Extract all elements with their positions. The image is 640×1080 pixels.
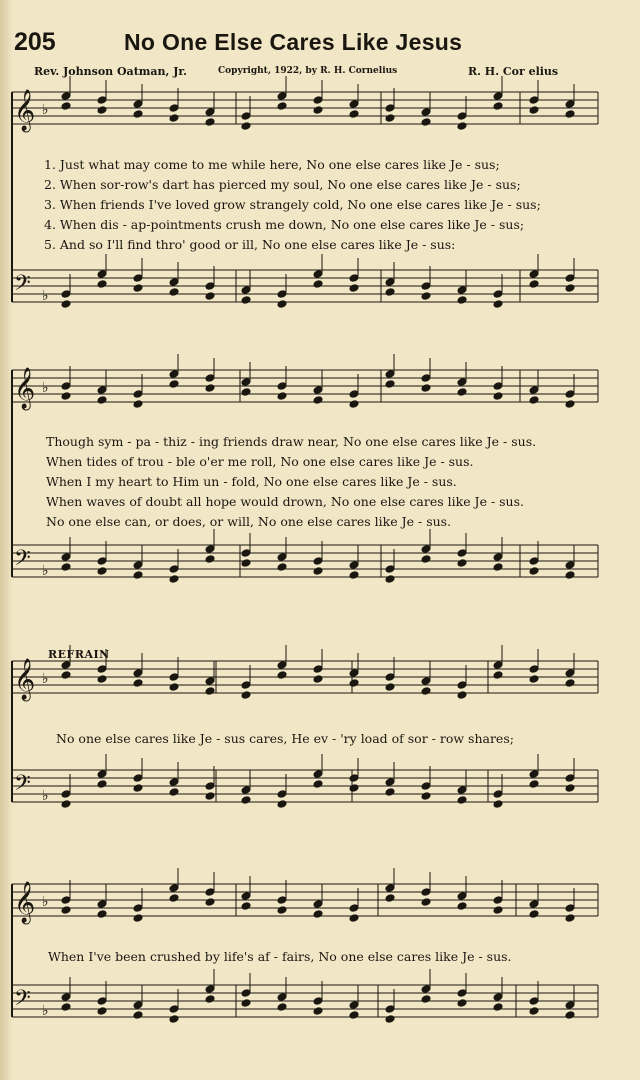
notehead xyxy=(457,691,467,700)
notehead xyxy=(421,555,431,564)
notehead xyxy=(205,677,215,686)
notehead xyxy=(457,122,467,131)
hymn-number: 205 xyxy=(14,28,56,56)
notehead xyxy=(97,567,107,576)
notehead xyxy=(241,999,251,1008)
notehead xyxy=(97,280,107,289)
notehead xyxy=(277,382,287,391)
lyricist-credit: Rev. Johnson Oatman, Jr. xyxy=(34,65,188,78)
notehead xyxy=(277,392,287,401)
notehead xyxy=(529,910,539,919)
notehead xyxy=(385,778,395,787)
flat-key-signature-icon: ♭ xyxy=(42,894,49,910)
notehead xyxy=(97,780,107,789)
notehead xyxy=(97,96,107,105)
notehead xyxy=(61,300,71,309)
notehead xyxy=(529,675,539,684)
notehead xyxy=(241,892,251,901)
notehead xyxy=(61,392,71,401)
notehead xyxy=(349,679,359,688)
notehead xyxy=(421,687,431,696)
notehead xyxy=(205,545,215,554)
notehead xyxy=(493,896,503,905)
notehead xyxy=(313,270,323,279)
notehead xyxy=(313,675,323,684)
notehead xyxy=(313,567,323,576)
notehead xyxy=(349,904,359,913)
notehead xyxy=(97,396,107,405)
notehead xyxy=(493,382,503,391)
notehead xyxy=(385,278,395,287)
notehead xyxy=(565,274,575,283)
notehead xyxy=(169,565,179,574)
notehead xyxy=(349,400,359,409)
flat-key-signature-icon: ♭ xyxy=(42,671,49,687)
notehead xyxy=(565,669,575,678)
notehead xyxy=(421,108,431,117)
notehead xyxy=(205,985,215,994)
notehead xyxy=(241,112,251,121)
notehead xyxy=(133,284,143,293)
notehead xyxy=(313,665,323,674)
notehead xyxy=(421,374,431,383)
notehead xyxy=(313,1007,323,1016)
notehead xyxy=(241,796,251,805)
notehead xyxy=(61,906,71,915)
notehead xyxy=(385,565,395,574)
notehead xyxy=(529,557,539,566)
notehead xyxy=(205,292,215,301)
notehead xyxy=(529,665,539,674)
notehead xyxy=(421,545,431,554)
notehead xyxy=(277,790,287,799)
notehead xyxy=(169,673,179,682)
notehead xyxy=(169,788,179,797)
notehead xyxy=(133,100,143,109)
notehead xyxy=(529,997,539,1006)
notehead xyxy=(169,288,179,297)
notehead xyxy=(385,683,395,692)
notehead xyxy=(421,898,431,907)
copyright-notice: Copyright, 1922, by R. H. Cornelius xyxy=(218,66,398,76)
notehead xyxy=(61,1003,71,1012)
notehead xyxy=(565,100,575,109)
notehead xyxy=(529,567,539,576)
notehead xyxy=(61,102,71,111)
verse-4-line-b: When waves of doubt all hope would drown, No one else cares like Je - sus. xyxy=(46,494,524,509)
notehead xyxy=(313,386,323,395)
notehead xyxy=(169,1005,179,1014)
notehead xyxy=(313,280,323,289)
notehead xyxy=(421,995,431,1004)
notehead xyxy=(97,900,107,909)
notehead xyxy=(313,96,323,105)
notehead xyxy=(493,790,503,799)
notehead xyxy=(313,900,323,909)
notehead xyxy=(457,999,467,1008)
flat-key-signature-icon: ♭ xyxy=(42,380,49,396)
notehead xyxy=(277,661,287,670)
treble-clef-icon: 𝄞 xyxy=(14,90,36,131)
notehead xyxy=(529,106,539,115)
notehead xyxy=(565,390,575,399)
flat-key-signature-icon: ♭ xyxy=(42,288,49,304)
notehead xyxy=(565,784,575,793)
notehead xyxy=(385,104,395,113)
notehead xyxy=(97,997,107,1006)
notehead xyxy=(169,683,179,692)
notehead xyxy=(277,896,287,905)
notehead xyxy=(169,1015,179,1024)
notehead xyxy=(385,884,395,893)
notehead xyxy=(241,296,251,305)
notehead xyxy=(457,989,467,998)
notehead xyxy=(133,561,143,570)
notehead xyxy=(385,114,395,123)
notehead xyxy=(61,800,71,809)
flat-key-signature-icon: ♭ xyxy=(42,102,49,118)
notehead xyxy=(277,563,287,572)
notehead xyxy=(349,561,359,570)
notehead xyxy=(169,104,179,113)
notehead xyxy=(493,800,503,809)
notehead xyxy=(313,770,323,779)
notehead xyxy=(313,997,323,1006)
notehead xyxy=(205,374,215,383)
notehead xyxy=(493,290,503,299)
notehead xyxy=(349,784,359,793)
notehead xyxy=(529,386,539,395)
notehead xyxy=(205,995,215,1004)
notehead xyxy=(277,300,287,309)
notehead xyxy=(421,677,431,686)
notehead xyxy=(349,390,359,399)
notehead xyxy=(457,378,467,387)
notehead xyxy=(133,784,143,793)
notehead xyxy=(529,1007,539,1016)
notehead xyxy=(421,792,431,801)
notehead xyxy=(385,288,395,297)
notehead xyxy=(133,774,143,783)
notehead xyxy=(205,384,215,393)
notehead xyxy=(277,993,287,1002)
notehead xyxy=(457,559,467,568)
notehead xyxy=(205,898,215,907)
notehead xyxy=(529,780,539,789)
verse-1-line-a: 1. Just what may come to me while here, No one else cares like Je - sus; xyxy=(44,157,500,172)
notehead xyxy=(493,671,503,680)
notehead xyxy=(349,110,359,119)
notehead xyxy=(529,900,539,909)
notehead xyxy=(457,786,467,795)
notehead xyxy=(205,792,215,801)
notehead xyxy=(529,396,539,405)
notehead xyxy=(529,96,539,105)
notehead xyxy=(565,571,575,580)
hymn-title: No One Else Cares Like Jesus xyxy=(124,29,463,55)
notehead xyxy=(241,549,251,558)
notehead xyxy=(169,370,179,379)
notehead xyxy=(457,549,467,558)
notehead xyxy=(385,788,395,797)
notehead xyxy=(277,906,287,915)
notehead xyxy=(385,575,395,584)
notehead xyxy=(493,1003,503,1012)
notehead xyxy=(313,780,323,789)
verse-5-line-b: No one else can, or does, or will, No one else cares like Je - sus. xyxy=(46,514,452,529)
notehead xyxy=(241,388,251,397)
notehead xyxy=(421,292,431,301)
notehead xyxy=(565,400,575,409)
notehead xyxy=(205,555,215,564)
notehead xyxy=(133,274,143,283)
notehead xyxy=(205,118,215,127)
notehead xyxy=(61,671,71,680)
notehead xyxy=(313,557,323,566)
notehead xyxy=(421,118,431,127)
bass-clef-icon: 𝄢 xyxy=(14,271,31,301)
notehead xyxy=(457,902,467,911)
notehead xyxy=(493,906,503,915)
notehead xyxy=(349,274,359,283)
notehead xyxy=(61,553,71,562)
notehead xyxy=(349,774,359,783)
notehead xyxy=(385,380,395,389)
notehead xyxy=(277,290,287,299)
notehead xyxy=(61,896,71,905)
flat-key-signature-icon: ♭ xyxy=(42,1003,49,1019)
notehead xyxy=(421,985,431,994)
notehead xyxy=(277,671,287,680)
notehead xyxy=(61,290,71,299)
notehead xyxy=(133,669,143,678)
verse-4-line-a: 4. When dis - ap-pointments crush me down, No one else cares like Je - sus; xyxy=(44,217,525,232)
notehead xyxy=(169,575,179,584)
notehead xyxy=(421,384,431,393)
notehead xyxy=(241,989,251,998)
notehead xyxy=(277,553,287,562)
notehead xyxy=(133,390,143,399)
notehead xyxy=(421,282,431,291)
notehead xyxy=(385,673,395,682)
notehead xyxy=(385,894,395,903)
notehead xyxy=(277,800,287,809)
notehead xyxy=(385,1005,395,1014)
notehead xyxy=(457,796,467,805)
notehead xyxy=(133,1001,143,1010)
notehead xyxy=(493,92,503,101)
notehead xyxy=(205,888,215,897)
notehead xyxy=(241,902,251,911)
notehead xyxy=(493,392,503,401)
notehead xyxy=(349,1001,359,1010)
notehead xyxy=(133,110,143,119)
notehead xyxy=(313,396,323,405)
notehead xyxy=(133,904,143,913)
notehead xyxy=(97,106,107,115)
notehead xyxy=(97,386,107,395)
notehead xyxy=(529,270,539,279)
notehead xyxy=(565,904,575,913)
notehead xyxy=(169,114,179,123)
notehead xyxy=(529,770,539,779)
notehead xyxy=(565,1011,575,1020)
notehead xyxy=(133,1011,143,1020)
notehead xyxy=(457,681,467,690)
notehead xyxy=(457,296,467,305)
notehead xyxy=(61,563,71,572)
notehead xyxy=(565,1001,575,1010)
treble-clef-icon: 𝄞 xyxy=(14,368,36,409)
notehead xyxy=(169,778,179,787)
notehead xyxy=(385,370,395,379)
notehead xyxy=(565,110,575,119)
treble-clef-icon: 𝄞 xyxy=(14,659,36,700)
notehead xyxy=(133,400,143,409)
notehead xyxy=(97,665,107,674)
notehead xyxy=(565,774,575,783)
verse-2-line-b: When tides of trou - ble o'er me roll, No one else cares like Je - sus. xyxy=(46,454,474,469)
notehead xyxy=(349,100,359,109)
bass-clef-icon: 𝄢 xyxy=(14,771,31,801)
refrain-line-1: No one else cares like Je - sus cares, He ev - 'ry load of sor - row shares; xyxy=(56,731,514,746)
bass-clef-icon: 𝄢 xyxy=(14,986,31,1016)
notehead xyxy=(241,681,251,690)
notehead xyxy=(277,1003,287,1012)
notehead xyxy=(61,661,71,670)
notehead xyxy=(61,382,71,391)
notehead xyxy=(241,786,251,795)
notehead xyxy=(97,770,107,779)
notehead xyxy=(205,687,215,696)
notehead xyxy=(565,679,575,688)
refrain-label: REFRAIN xyxy=(48,648,110,661)
notehead xyxy=(313,106,323,115)
notehead xyxy=(97,557,107,566)
notehead xyxy=(169,894,179,903)
notehead xyxy=(493,102,503,111)
notehead xyxy=(241,378,251,387)
notehead xyxy=(385,1015,395,1024)
notehead xyxy=(457,892,467,901)
verse-3-line-a: 3. When friends I've loved grow strangely cold, No one else cares like Je - sus; xyxy=(44,197,541,212)
notehead xyxy=(277,92,287,101)
verse-1-line-b: Though sym - pa - thiz - ing friends draw near, No one else cares like Je - sus. xyxy=(46,434,537,449)
notehead xyxy=(241,691,251,700)
notehead xyxy=(169,380,179,389)
notehead xyxy=(97,1007,107,1016)
notehead xyxy=(565,561,575,570)
notehead xyxy=(349,914,359,923)
notehead xyxy=(421,782,431,791)
notehead xyxy=(61,92,71,101)
notehead xyxy=(457,286,467,295)
notehead xyxy=(97,270,107,279)
notehead xyxy=(493,993,503,1002)
notehead xyxy=(349,284,359,293)
notehead xyxy=(493,553,503,562)
notehead xyxy=(241,559,251,568)
notehead xyxy=(565,914,575,923)
notehead xyxy=(205,782,215,791)
notehead xyxy=(493,563,503,572)
composer-credit: R. H. Cor elius xyxy=(468,65,559,78)
verse-2-line-a: 2. When sor-row's dart has pierced my soul, No one else cares like Je - sus; xyxy=(44,177,521,192)
notehead xyxy=(97,910,107,919)
notehead xyxy=(493,300,503,309)
notehead xyxy=(493,661,503,670)
notehead xyxy=(133,571,143,580)
notehead xyxy=(421,888,431,897)
notehead xyxy=(349,669,359,678)
notehead xyxy=(241,286,251,295)
notehead xyxy=(241,122,251,131)
verse-5-line-a: 5. And so I'll find thro' good or ill, No one else cares like Je - sus: xyxy=(44,237,456,252)
notehead xyxy=(205,108,215,117)
notehead xyxy=(313,910,323,919)
notehead xyxy=(565,284,575,293)
notehead xyxy=(61,993,71,1002)
notehead xyxy=(529,280,539,289)
verse-3-line-b: When I my heart to Him un - fold, No one else cares like Je - sus. xyxy=(46,474,457,489)
flat-key-signature-icon: ♭ xyxy=(42,788,49,804)
notehead xyxy=(457,388,467,397)
notehead xyxy=(133,679,143,688)
notehead xyxy=(169,884,179,893)
notehead xyxy=(457,112,467,121)
flat-key-signature-icon: ♭ xyxy=(42,563,49,579)
notehead xyxy=(205,282,215,291)
notehead xyxy=(349,1011,359,1020)
treble-clef-icon: 𝄞 xyxy=(14,882,36,923)
refrain-line-2: When I've been crushed by life's af - fairs, No one else cares like Je - sus. xyxy=(48,949,512,964)
notehead xyxy=(169,278,179,287)
notehead xyxy=(349,571,359,580)
notehead xyxy=(277,102,287,111)
notehead xyxy=(61,790,71,799)
notehead xyxy=(97,675,107,684)
notehead xyxy=(133,914,143,923)
bass-clef-icon: 𝄢 xyxy=(14,546,31,576)
